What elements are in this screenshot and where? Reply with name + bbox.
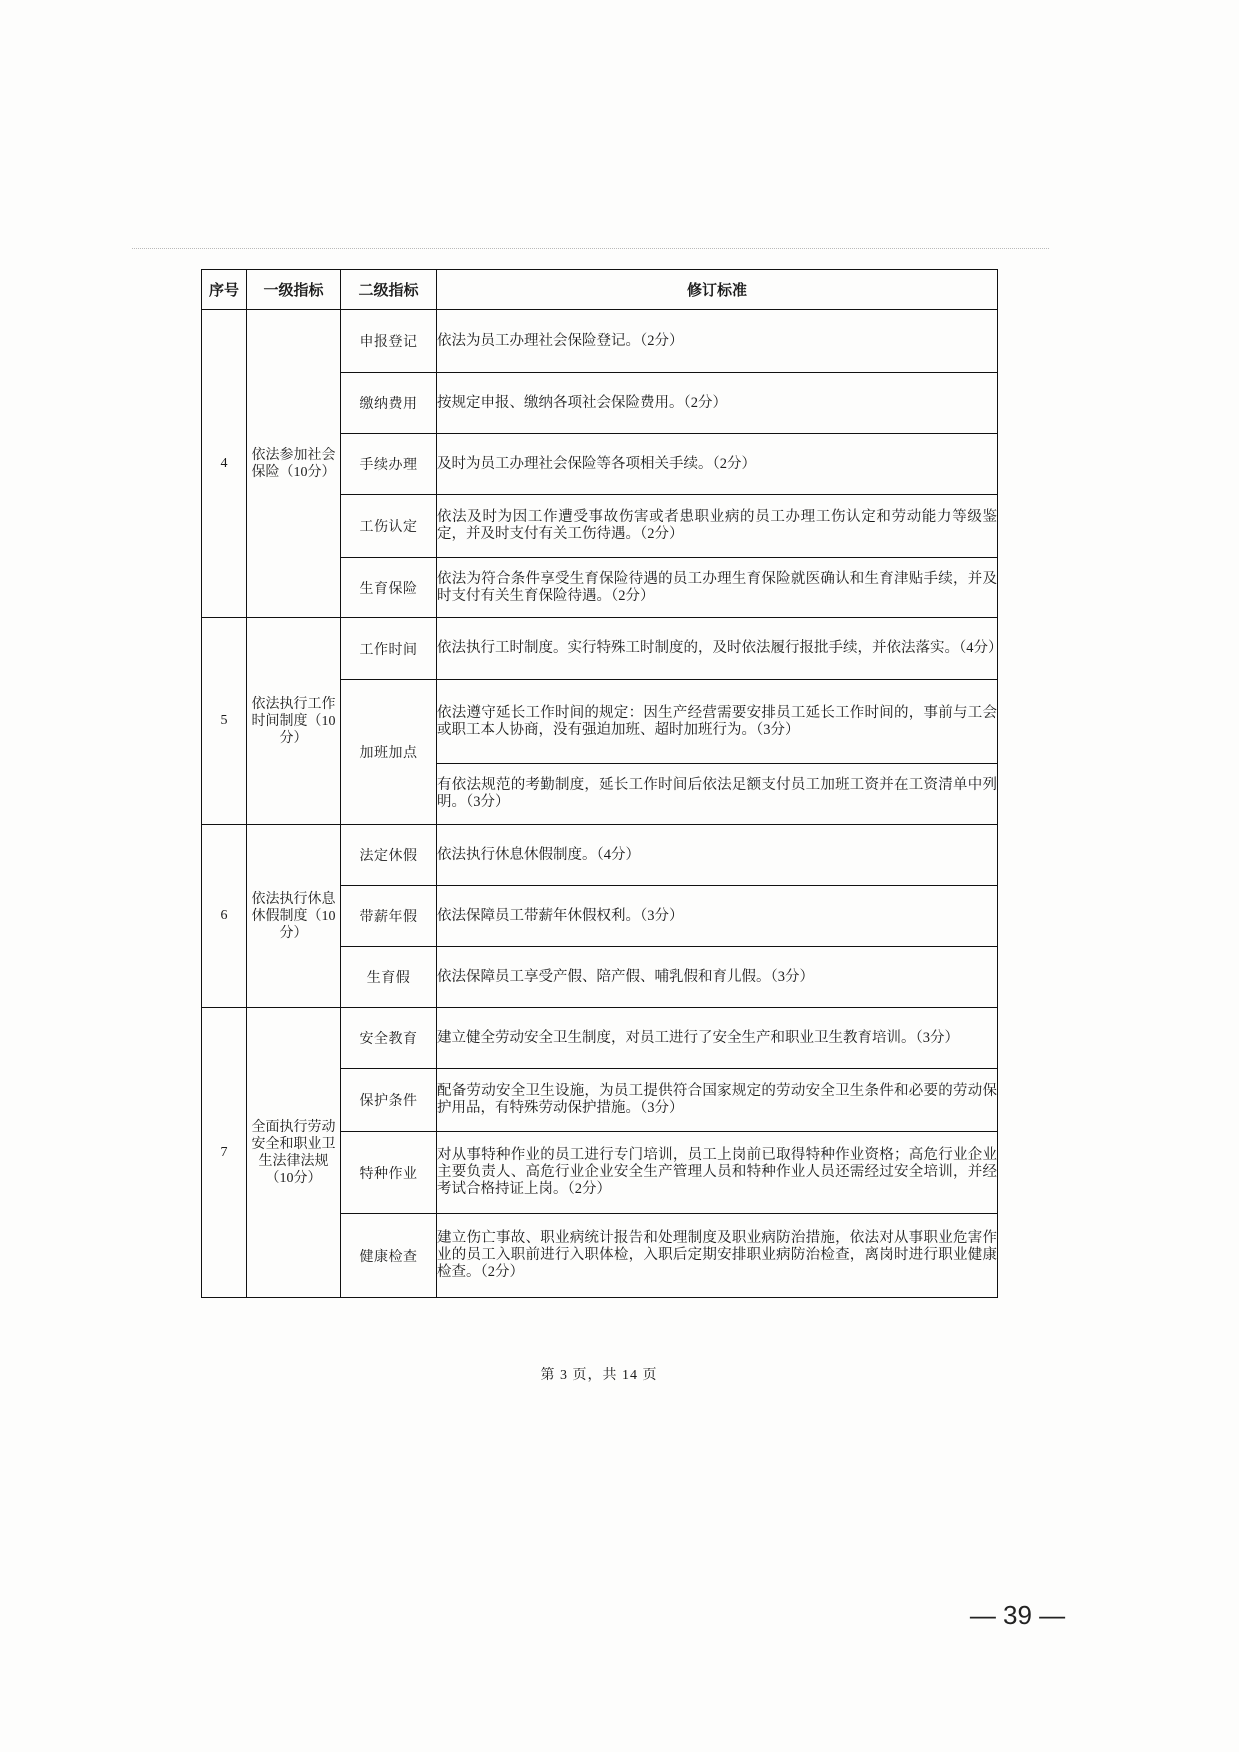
item-name: 工伤认定 [341,495,437,558]
table-row [202,310,998,373]
item-name: 申报登记 [341,310,437,373]
header-standard: 修订标准 [437,270,998,310]
item-standard: 及时为员工办理社会保险等各项相关手续。（2分） [437,434,998,495]
group-seq: 6 [202,825,247,1008]
item-name: 手续办理 [341,434,437,495]
group-seq: 5 [202,618,247,825]
item-standard: 依法遵守延长工作时间的规定：因生产经营需要安排员工延长工作时间的，事前与工会或职工本人协商，没有强迫加班、超时加班行为。（3分） [437,680,998,764]
item-name: 保护条件 [341,1069,437,1132]
table-row [202,1008,998,1069]
item-standard: 依法为员工办理社会保险登记。（2分） [437,310,998,373]
item-standard: 依法保障员工享受产假、陪产假、哺乳假和育儿假。（3分） [437,947,998,1008]
item-standard: 依法执行工时制度。实行特殊工时制度的，及时依法履行报批手续，并依法落实。（4分） [437,618,998,680]
item-name: 加班加点 [341,680,437,825]
item-standard: 依法执行休息休假制度。（4分） [437,825,998,886]
header-level1: 一级指标 [247,270,341,310]
group-level1: 依法参加社会保险（10分） [247,310,341,618]
item-standard: 建立伤亡事故、职业病统计报告和处理制度及职业病防治措施，依法对从事职业危害作业的员工入职前进行入职体检，入职后定期安排职业病防治检查，离岗时进行职业健康检查。（2分） [437,1214,998,1298]
header-level2: 二级指标 [341,270,437,310]
group-level1: 全面执行劳动安全和职业卫生法律法规（10分） [247,1008,341,1298]
item-name: 法定休假 [341,825,437,886]
item-name: 安全教育 [341,1008,437,1069]
item-standard: 依法及时为因工作遭受事故伤害或者患职业病的员工办理工伤认定和劳动能力等级鉴定，并及时支付有关工伤待遇。（2分） [437,495,998,558]
item-standard: 依法为符合条件享受生育保险待遇的员工办理生育保险就医确认和生育津贴手续，并及时支付有关生育保险待遇。（2分） [437,558,998,618]
criteria-table [201,269,1003,1298]
item-name: 生育假 [341,947,437,1008]
item-name: 缴纳费用 [341,373,437,434]
item-name: 特种作业 [341,1132,437,1214]
header-seq: 序号 [202,270,247,310]
item-name: 带薪年假 [341,886,437,947]
table-row [202,618,998,680]
table-row [202,825,998,886]
group-level1: 依法执行工作时间制度（10分） [247,618,341,825]
item-standard: 建立健全劳动安全卫生制度，对员工进行了安全生产和职业卫生教育培训。（3分） [437,1008,998,1069]
item-standard: 对从事特种作业的员工进行专门培训，员工上岗前已取得特种作业资格；高危行业企业主要负责人、高危行业企业安全生产管理人员和特种作业人员还需经过安全培训，并经考试合格持证上岗。（2分） [437,1132,998,1214]
item-name: 生育保险 [341,558,437,618]
item-name: 健康检查 [341,1214,437,1298]
group-seq: 4 [202,310,247,618]
item-standard: 依法保障员工带薪年休假权利。（3分） [437,886,998,947]
table-header-row [202,270,998,310]
separator-line [132,248,1049,249]
page-info-footer: 第 3 页，共 14 页 [540,1368,658,1383]
group-seq: 7 [202,1008,247,1298]
item-standard: 配备劳动安全卫生设施，为员工提供符合国家规定的劳动安全卫生条件和必要的劳动保护用品，有特殊劳动保护措施。（3分） [437,1069,998,1132]
page-number: — 39 — [969,1600,1066,1630]
item-standard: 有依法规范的考勤制度，延长工作时间后依法足额支付员工加班工资并在工资清单中列明。（3分） [437,764,998,825]
item-standard: 按规定申报、缴纳各项社会保险费用。（2分） [437,373,998,434]
group-level1: 依法执行休息休假制度（10分） [247,825,341,1008]
item-name: 工作时间 [341,618,437,680]
